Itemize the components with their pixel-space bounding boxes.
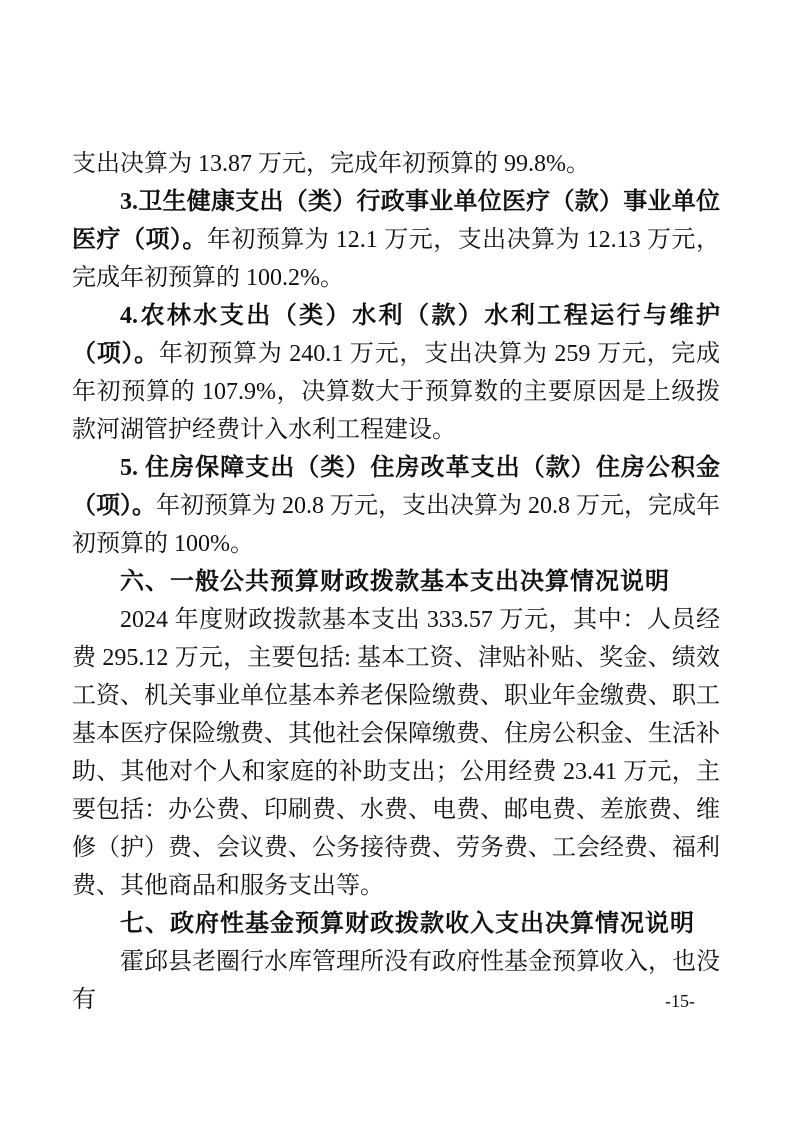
expense-item-3-title: 3.卫生健康支出（类）行政事业单位医疗（款）事业单位医疗（项）。 <box>72 189 720 253</box>
expense-item-5-detail: 年初预算为 20.8 万元，支出决算为 20.8 万元，完成年初预算的 100%。 <box>72 493 720 557</box>
expense-item-5 <box>72 449 720 563</box>
document-content <box>72 145 720 1019</box>
section-6-paragraph: 2024 年度财政拨款基本支出 333.57 万元，其中：人员经费 295.12 万元，主要包括: 基本工资、津贴补贴、奖金、绩效工资、机关事业单位基本养老保险缴费、职业年金缴费、职工基本医疗保险缴费、其他社会保障缴费、住房公积金、生活补助、其他对个人和家庭的补助支出；公用经费 23.41 万元，主要包括：办公费、印刷费、水费、电费、邮电费、差旅费、维修（护）费、会议费、公务接待费、劳务费、工会经费、福利费、其他商品和服务支出等。 <box>72 607 720 899</box>
expense-item-4-title: 4.农林水支出（类）水利（款）水利工程运行与维护（项）。 <box>72 303 720 367</box>
expense-item-4-detail: 年初预算为 240.1 万元，支出决算为 259 万元，完成年初预算的 107.9%，决算数大于预算数的主要原因是上级拨款河湖管护经费计入水利工程建设。 <box>72 341 721 443</box>
expense-item-4 <box>72 297 720 449</box>
expense-item-3 <box>72 183 720 297</box>
section-7-heading: 七、政府性基金预算财政拨款收入支出决算情况说明 <box>120 910 695 937</box>
expense-item-3-detail: 年初预算为 12.1 万元，支出决算为 12.13 万元，完成年初预算的 100.2%。 <box>72 227 721 291</box>
expense-item-5-title: 5. 住房保障支出（类）住房改革支出（款）住房公积金（项）。 <box>72 455 720 519</box>
paragraph-continuation: 支出决算为 13.87 万元，完成年初预算的 99.8%。 <box>72 151 590 177</box>
page-number: -15- <box>665 991 695 1011</box>
section-6-heading: 六、一般公共预算财政拨款基本支出决算情况说明 <box>120 568 670 595</box>
section-7-paragraph: 霍邱县老圈行水库管理所没有政府性基金预算收入，也没有 <box>72 949 720 1013</box>
